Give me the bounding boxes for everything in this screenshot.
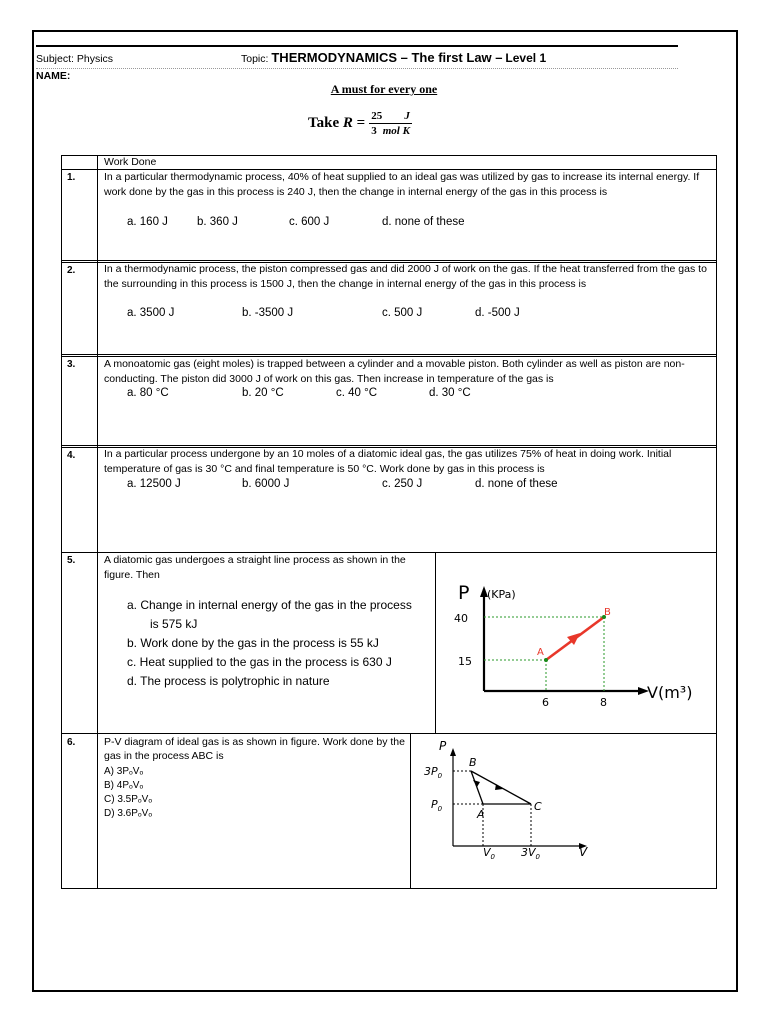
topic-title: THERMODYNAMICS – The first Law – (271, 50, 503, 65)
question-number: 6. (67, 737, 76, 748)
answer-option: b. 20 °C (242, 387, 284, 399)
x-tick-label: $3V_0$ (521, 846, 540, 861)
direction-arrow-icon (495, 784, 503, 790)
table-rule (61, 155, 62, 888)
answer-option: d. The process is polytrophic in nature (127, 674, 330, 688)
y-tick-label: 15 (458, 655, 472, 668)
answer-option: c. 500 J (382, 307, 423, 319)
table-rule (61, 445, 717, 446)
answer-option: A) 3PₒVₒ (104, 766, 144, 777)
constant-prefix: Take (308, 115, 340, 131)
question-text: P-V diagram of ideal gas is as shown in figure. Work done by the gas in the process ABC is (104, 736, 405, 762)
name-label: NAME: (36, 70, 71, 82)
question-number: 1. (67, 172, 76, 183)
constant-unit-bottom: mol K (382, 125, 410, 137)
question-number: 2. (67, 265, 76, 276)
answer-option: c. 40 °C (336, 387, 378, 399)
table-rule (61, 354, 717, 355)
answer-option: b. 360 J (197, 216, 238, 228)
answer-option: D) 3.6PₒVₒ (104, 808, 153, 819)
answer-option: d. none of these (382, 216, 465, 228)
answer-option: d. -500 J (475, 307, 520, 319)
answer-option: a. 160 J (127, 216, 168, 228)
answer-option: is 575 kJ (150, 617, 198, 631)
x-tick-label: 8 (600, 696, 607, 709)
answer-option: b. -3500 J (242, 307, 294, 319)
y-tick-label: $P_0$ (431, 798, 443, 813)
answer-option: a. 3500 J (127, 307, 175, 319)
answer-option: a. Change in internal energy of the gas in the process (127, 598, 412, 612)
question-number: 3. (67, 359, 76, 370)
y-axis-arrow-icon (450, 748, 456, 756)
point-c-label: C (534, 800, 542, 813)
pv-diagram-abc (411, 734, 611, 864)
y-tick-label: $3P_0$ (424, 765, 443, 780)
answer-option: a. 80 °C (127, 387, 169, 399)
constant-numerator: 25 (371, 110, 383, 122)
question-number: 5. (67, 555, 76, 566)
answer-option: b. Work done by the gas in the process is 55 kJ (127, 636, 379, 650)
point-b-label: B (469, 756, 477, 769)
topic-level: Level 1 (505, 51, 547, 65)
x-tick-label: $V_0$ (483, 846, 495, 861)
y-axis-label: P (458, 582, 470, 604)
x-axis-label: V(m³) (647, 683, 693, 702)
direction-arrow-icon (473, 780, 480, 787)
answer-option: c. Heat supplied to the gas in the process is 630 J (127, 655, 392, 669)
answer-option: d. none of these (475, 478, 558, 490)
answer-option: a. 12500 J (127, 478, 181, 490)
answer-option: b. 6000 J (242, 478, 290, 490)
table-rule (61, 733, 717, 734)
answer-option: c. 600 J (289, 216, 330, 228)
point-b-label: B (604, 607, 611, 618)
y-axis-label: P (439, 739, 447, 753)
subject-label: Subject: Physics (36, 53, 114, 65)
y-tick-label: 40 (454, 612, 468, 625)
table-rule (61, 888, 717, 889)
x-axis-label: V (579, 845, 588, 859)
point-a-label: A (537, 647, 544, 658)
question-text: A monoatomic gas (eight moles) is trapped between a cylinder and a movable piston. Both cylinder as well as piston are non-conducting. The piston did 3000 J of work on this gas. Then increase in temperature of the gas is (104, 358, 685, 385)
answer-option: B) 4PₒVₒ (104, 780, 144, 791)
answer-option: d. 30 °C (429, 387, 471, 399)
gas-constant-formula: Take R = 25 J 3 mol K (308, 110, 410, 137)
answer-option: c. 250 J (382, 478, 423, 490)
pv-graph-figure (436, 553, 716, 732)
question-text: A diatomic gas undergoes a straight line process as shown in the figure. Then (104, 554, 406, 581)
x-tick-label: 6 (542, 696, 549, 709)
header-rule (36, 45, 678, 47)
table-rule (716, 155, 717, 888)
question-text: In a particular thermodynamic process, 40% of heat supplied to an ideal gas was utilized by gas to increase its internal energy. If work done by the gas in this process is 240 J, then the change in internal energy of the gas in this process is (104, 171, 700, 198)
header-dotted-rule (36, 68, 678, 69)
tagline: A must for every one (330, 82, 438, 96)
question-number: 4. (67, 450, 76, 461)
constant-fraction (369, 110, 412, 137)
table-rule (97, 155, 98, 888)
process-line-cb (471, 771, 531, 804)
question-text: In a thermodynamic process, the piston compressed gas and did 2000 J of work on the gas. If the heat transferred from the gas to the surrounding in this process is 1500 J, then the change in internal energy of the gas in this process is (104, 263, 707, 290)
point-a-label: A (477, 808, 485, 821)
section-heading: Work Done (104, 156, 157, 168)
constant-symbol: R (342, 115, 353, 131)
answer-option: C) 3.5PₒVₒ (104, 794, 153, 805)
topic-heading (241, 50, 546, 65)
constant-unit-top: J (404, 110, 410, 122)
table-rule (61, 155, 717, 156)
question-text: In a particular process undergone by an 10 moles of a diatomic ideal gas, the gas utilizes 75% of heat in doing work. Initial temperature of gas is 30 °C and final temperature is 50 °C. Work done by gas in this process is (104, 448, 672, 475)
constant-denominator: 3 (371, 125, 377, 137)
topic-label: Topic: (241, 53, 269, 65)
y-axis-unit: (KPa) (487, 588, 516, 601)
point-a-marker (544, 658, 548, 662)
table-rule (61, 260, 717, 261)
